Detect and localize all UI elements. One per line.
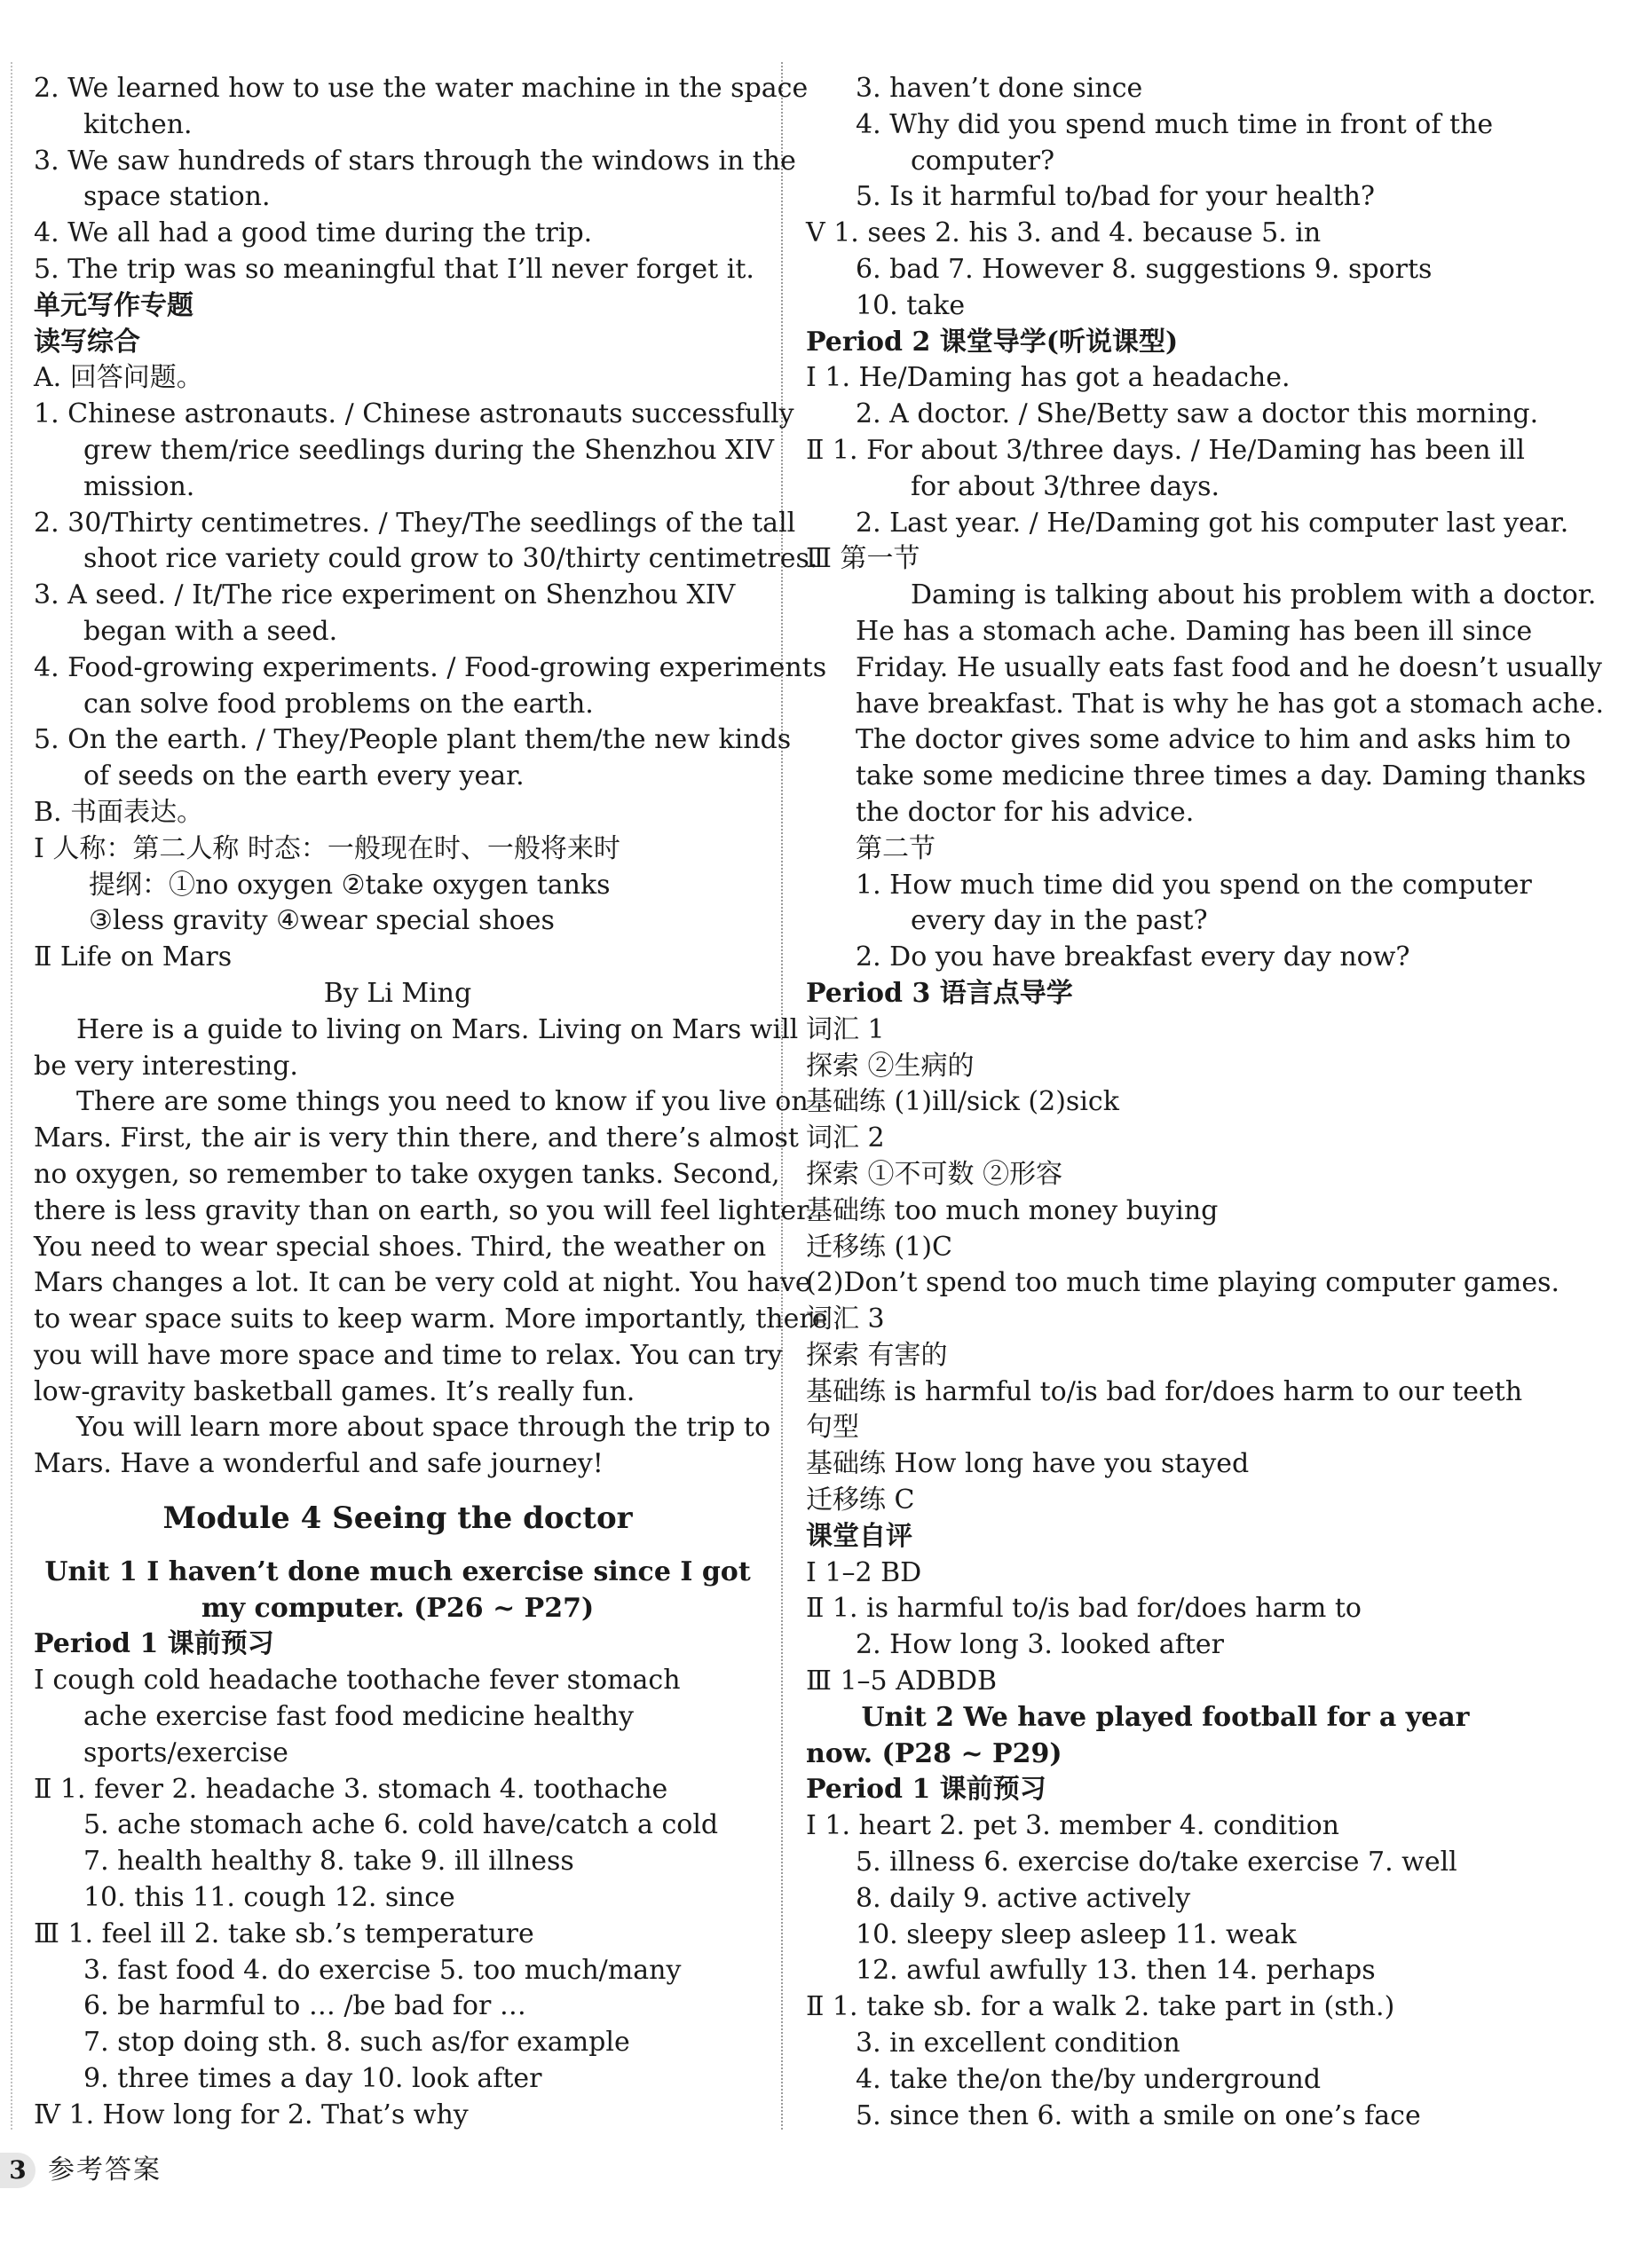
answer-line: (2)Don’t spend too much time playing computer games. [806,1267,1560,1299]
answer-line: Ⅰ 1. heart 2. pet 3. member 4. condition [806,1810,1339,1842]
answer-line: Period 1 课前预习 [806,1774,1046,1806]
answer-line: 3. A seed. / It/The rice experiment on Shenzhou XIV [34,579,736,611]
answer-line: no oxygen, so remember to take oxygen tanks. Second, [34,1158,780,1190]
answer-line: 10. take [856,289,966,321]
answer-line: Ⅱ Life on Mars [34,941,233,973]
answer-line: 7. stop doing sth. 8. such as/for example [83,2027,630,2059]
answer-line: every day in the past? [911,905,1208,937]
answer-line: 7. health healthy 8. take 9. ill illness [83,1846,574,1878]
answer-line: 迁移练 (1)C [806,1231,952,1263]
answer-line: 词汇 3 [806,1303,885,1335]
answer-line: 2. Do you have breakfast every day now? [856,941,1410,973]
answer-line: 4. We all had a good time during the trip. [34,217,593,249]
answer-line: He has a stomach ache. Daming has been ill since [856,615,1533,647]
answer-line: take some medicine three times a day. Daming thanks [856,760,1586,792]
answer-line: 2. We learned how to use the water machine in the space [34,73,809,104]
answer-line: Module 4 Seeing the doctor [162,1500,633,1537]
answer-line: 3. We saw hundreds of stars through the windows in the [34,145,796,177]
answer-line: Period 1 课前预习 [34,1628,274,1660]
answer-line: 探索 ①不可数 ②形容 [806,1158,1063,1190]
answer-line: Friday. He usually eats fast food and he doesn’t usually [856,651,1602,683]
answer-line: 基础练 How long have you stayed [806,1448,1250,1480]
answer-line: Ⅰ 1. He/Daming has got a headache. [806,362,1291,394]
answer-line: 1. Chinese astronauts. / Chinese astronauts successfully [34,398,794,430]
answer-line: 5. The trip was so meaningful that I’ll never forget it. [34,253,754,285]
answer-line: 3. in excellent condition [856,2028,1180,2059]
answer-line [34,1483,762,1500]
answer-line: Ⅱ 1. fever 2. headache 3. stomach 4. toothache [34,1773,668,1805]
answer-line: low-gravity basketball games. It’s really fun. [34,1375,636,1407]
answer-line: to wear space suits to keep warm. More importantly, there [34,1303,828,1335]
answer-line: Ⅲ 1–5 ADBDB [806,1666,998,1697]
answer-line: Ⅴ 1. sees 2. his 3. and 4. because 5. in [806,217,1322,249]
answer-line: there is less gravity than on earth, so you will feel lighter. [34,1194,815,1226]
answer-line: be very interesting. [34,1050,298,1082]
answer-line: Period 3 语言点导学 [806,977,1073,1009]
answer-line: A. 回答问题。 [34,362,203,394]
answer-line: Mars. First, the air is very thin there, and there’s almost [34,1122,799,1154]
answer-line: 5. Is it harmful to/bad for your health? [856,181,1375,213]
answer-line: 5. On the earth. / They/People plant them/the new kinds [34,724,792,756]
answer-line: Ⅰ 人称：第二人称 时态：一般现在时、一般将来时 [34,832,620,864]
answer-line: ache exercise fast food medicine healthy [83,1701,634,1733]
answer-line: 9. three times a day 10. look after [83,2063,542,2095]
answer-line: 探索 有害的 [806,1339,948,1371]
answer-line: ③less gravity ④wear special shoes [89,905,555,937]
right-column [806,71,1604,2134]
answer-line: Ⅳ 1. How long for 2. That’s why [34,2099,469,2130]
answer-line: 第二节 [856,832,936,864]
answer-line: 1. How much time did you spend on the computer [856,869,1532,901]
left-margin-rule [11,62,12,2130]
answer-line: 基础练 is harmful to/is bad for/does harm to our teeth [806,1375,1523,1407]
answer-line: B. 书面表达。 [34,796,204,828]
answer-line: shoot rice variety could grow to 30/thirty centimetres. [83,543,818,575]
answer-line: 4. Why did you spend much time in front of the [856,108,1494,140]
answer-line: Ⅲ 第一节 [806,543,920,575]
answer-line: Mars changes a lot. It can be very cold at night. You have [34,1267,811,1299]
answer-line: 2. How long 3. looked after [856,1629,1225,1661]
answer-line: There are some things you need to know if you live on [76,1086,809,1118]
answer-line: 10. sleepy sleep asleep 11. weak [856,1918,1297,1950]
answer-line: 2. Last year. / He/Daming got his computer last year. [856,507,1569,539]
answer-line: 5. illness 6. exercise do/take exercise 7. well [856,1847,1457,1878]
answer-line: 基础练 too much money buying [806,1194,1219,1226]
answer-line: Ⅱ 1. For about 3/three days. / He/Daming has been ill [806,434,1525,466]
answer-line: grew them/rice seedlings during the Shenzhou XIV [83,434,775,466]
answer-line: computer? [911,145,1055,177]
answer-line: Period 2 课堂导学(听说课型) [806,326,1179,358]
answer-line: By Li Ming [323,977,472,1009]
left-column [34,71,828,2134]
answer-line: 2. 30/Thirty centimetres. / They/The seedlings of the tall [34,507,796,539]
answer-line: Mars. Have a wonderful and safe journey! [34,1448,604,1480]
answer-line: sports/exercise [83,1736,288,1768]
answer-line: 6. be harmful to … /be bad for … [83,1990,526,2022]
answer-line: Ⅰ cough cold headache toothache fever stomach [34,1665,681,1697]
answer-line: 12. awful awfully 13. then 14. perhaps [856,1955,1376,1987]
answer-line: 句型 [806,1412,859,1444]
answer-line: 读写综合 [34,326,140,358]
answer-line: You will learn more about space through the trip to [76,1412,771,1444]
answer-line: Ⅱ 1. take sb. for a walk 2. take part in (sth.) [806,1991,1395,2023]
answer-line: 课堂自评 [806,1520,912,1552]
answer-line: 3. haven’t done since [856,73,1143,104]
answer-line: Ⅰ 1–2 BD [806,1556,922,1588]
answer-line: 4. Food-growing experiments. / Food-growing experiments [34,651,827,683]
answer-line: the doctor for his advice. [856,796,1195,828]
answer-line: The doctor gives some advice to him and asks him to [856,724,1571,756]
answer-line: began with a seed. [83,615,338,647]
answer-line: you will have more space and time to relax. You can try [34,1339,783,1371]
answer-line: Ⅲ 1. feel ill 2. take sb.’s temperature [34,1918,534,1949]
answer-line: 词汇 2 [806,1122,885,1154]
answer-line: 10. this 11. cough 12. since [83,1882,455,1914]
footer-label: 参考答案 [48,2154,162,2185]
answer-line: my computer. (P26 ~ P27) [201,1592,595,1624]
answer-line: Daming is talking about his problem with a doctor. [911,579,1597,611]
answer-line: 2. A doctor. / She/Betty saw a doctor this morning. [856,398,1539,430]
answer-line: space station. [83,181,271,213]
page-footer [0,2149,162,2192]
answer-line: for about 3/three days. [911,470,1220,502]
answer-line: 4. take the/on the/by underground [856,2063,1322,2095]
answer-line: of seeds on the earth every year. [83,760,525,792]
answer-line: 6. bad 7. However 8. suggestions 9. sports [856,253,1433,285]
answer-line: have breakfast. That is why he has got a stomach ache. [856,688,1604,720]
answer-line: Ⅱ 1. is harmful to/is bad for/does harm to [806,1593,1362,1625]
answer-line: now. (P28 ~ P29) [806,1737,1062,1769]
answer-line: kitchen. [83,108,193,140]
page-number: 3 [0,2153,36,2188]
answer-line: 5. ache stomach ache 6. cold have/catch a cold [83,1809,719,1841]
answer-line: Here is a guide to living on Mars. Living on Mars will [76,1013,799,1045]
answer-line: can solve food problems on the earth. [83,688,594,720]
answer-line: 8. daily 9. active actively [856,1882,1191,1914]
answer-line: 3. fast food 4. do exercise 5. too much/many [83,1954,682,1986]
answer-line: 探索 ②生病的 [806,1050,975,1082]
answer-line: 词汇 1 [806,1013,885,1045]
answer-line: 迁移练 C [806,1484,915,1516]
answer-line [34,1537,762,1555]
answer-line: 基础练 (1)ill/sick (2)sick [806,1086,1119,1118]
answer-line: 单元写作专题 [34,289,193,321]
answer-line: You need to wear special shoes. Third, the weather on [34,1231,767,1263]
answer-line: 提纲：①no oxygen ②take oxygen tanks [89,869,611,901]
answer-line: mission. [83,470,195,502]
answer-line: Unit 1 I haven’t done much exercise since I got [44,1555,751,1587]
answer-line: 5. since then 6. with a smile on one’s face [856,2099,1421,2131]
answer-line: Unit 2 We have played football for a year [861,1701,1470,1733]
